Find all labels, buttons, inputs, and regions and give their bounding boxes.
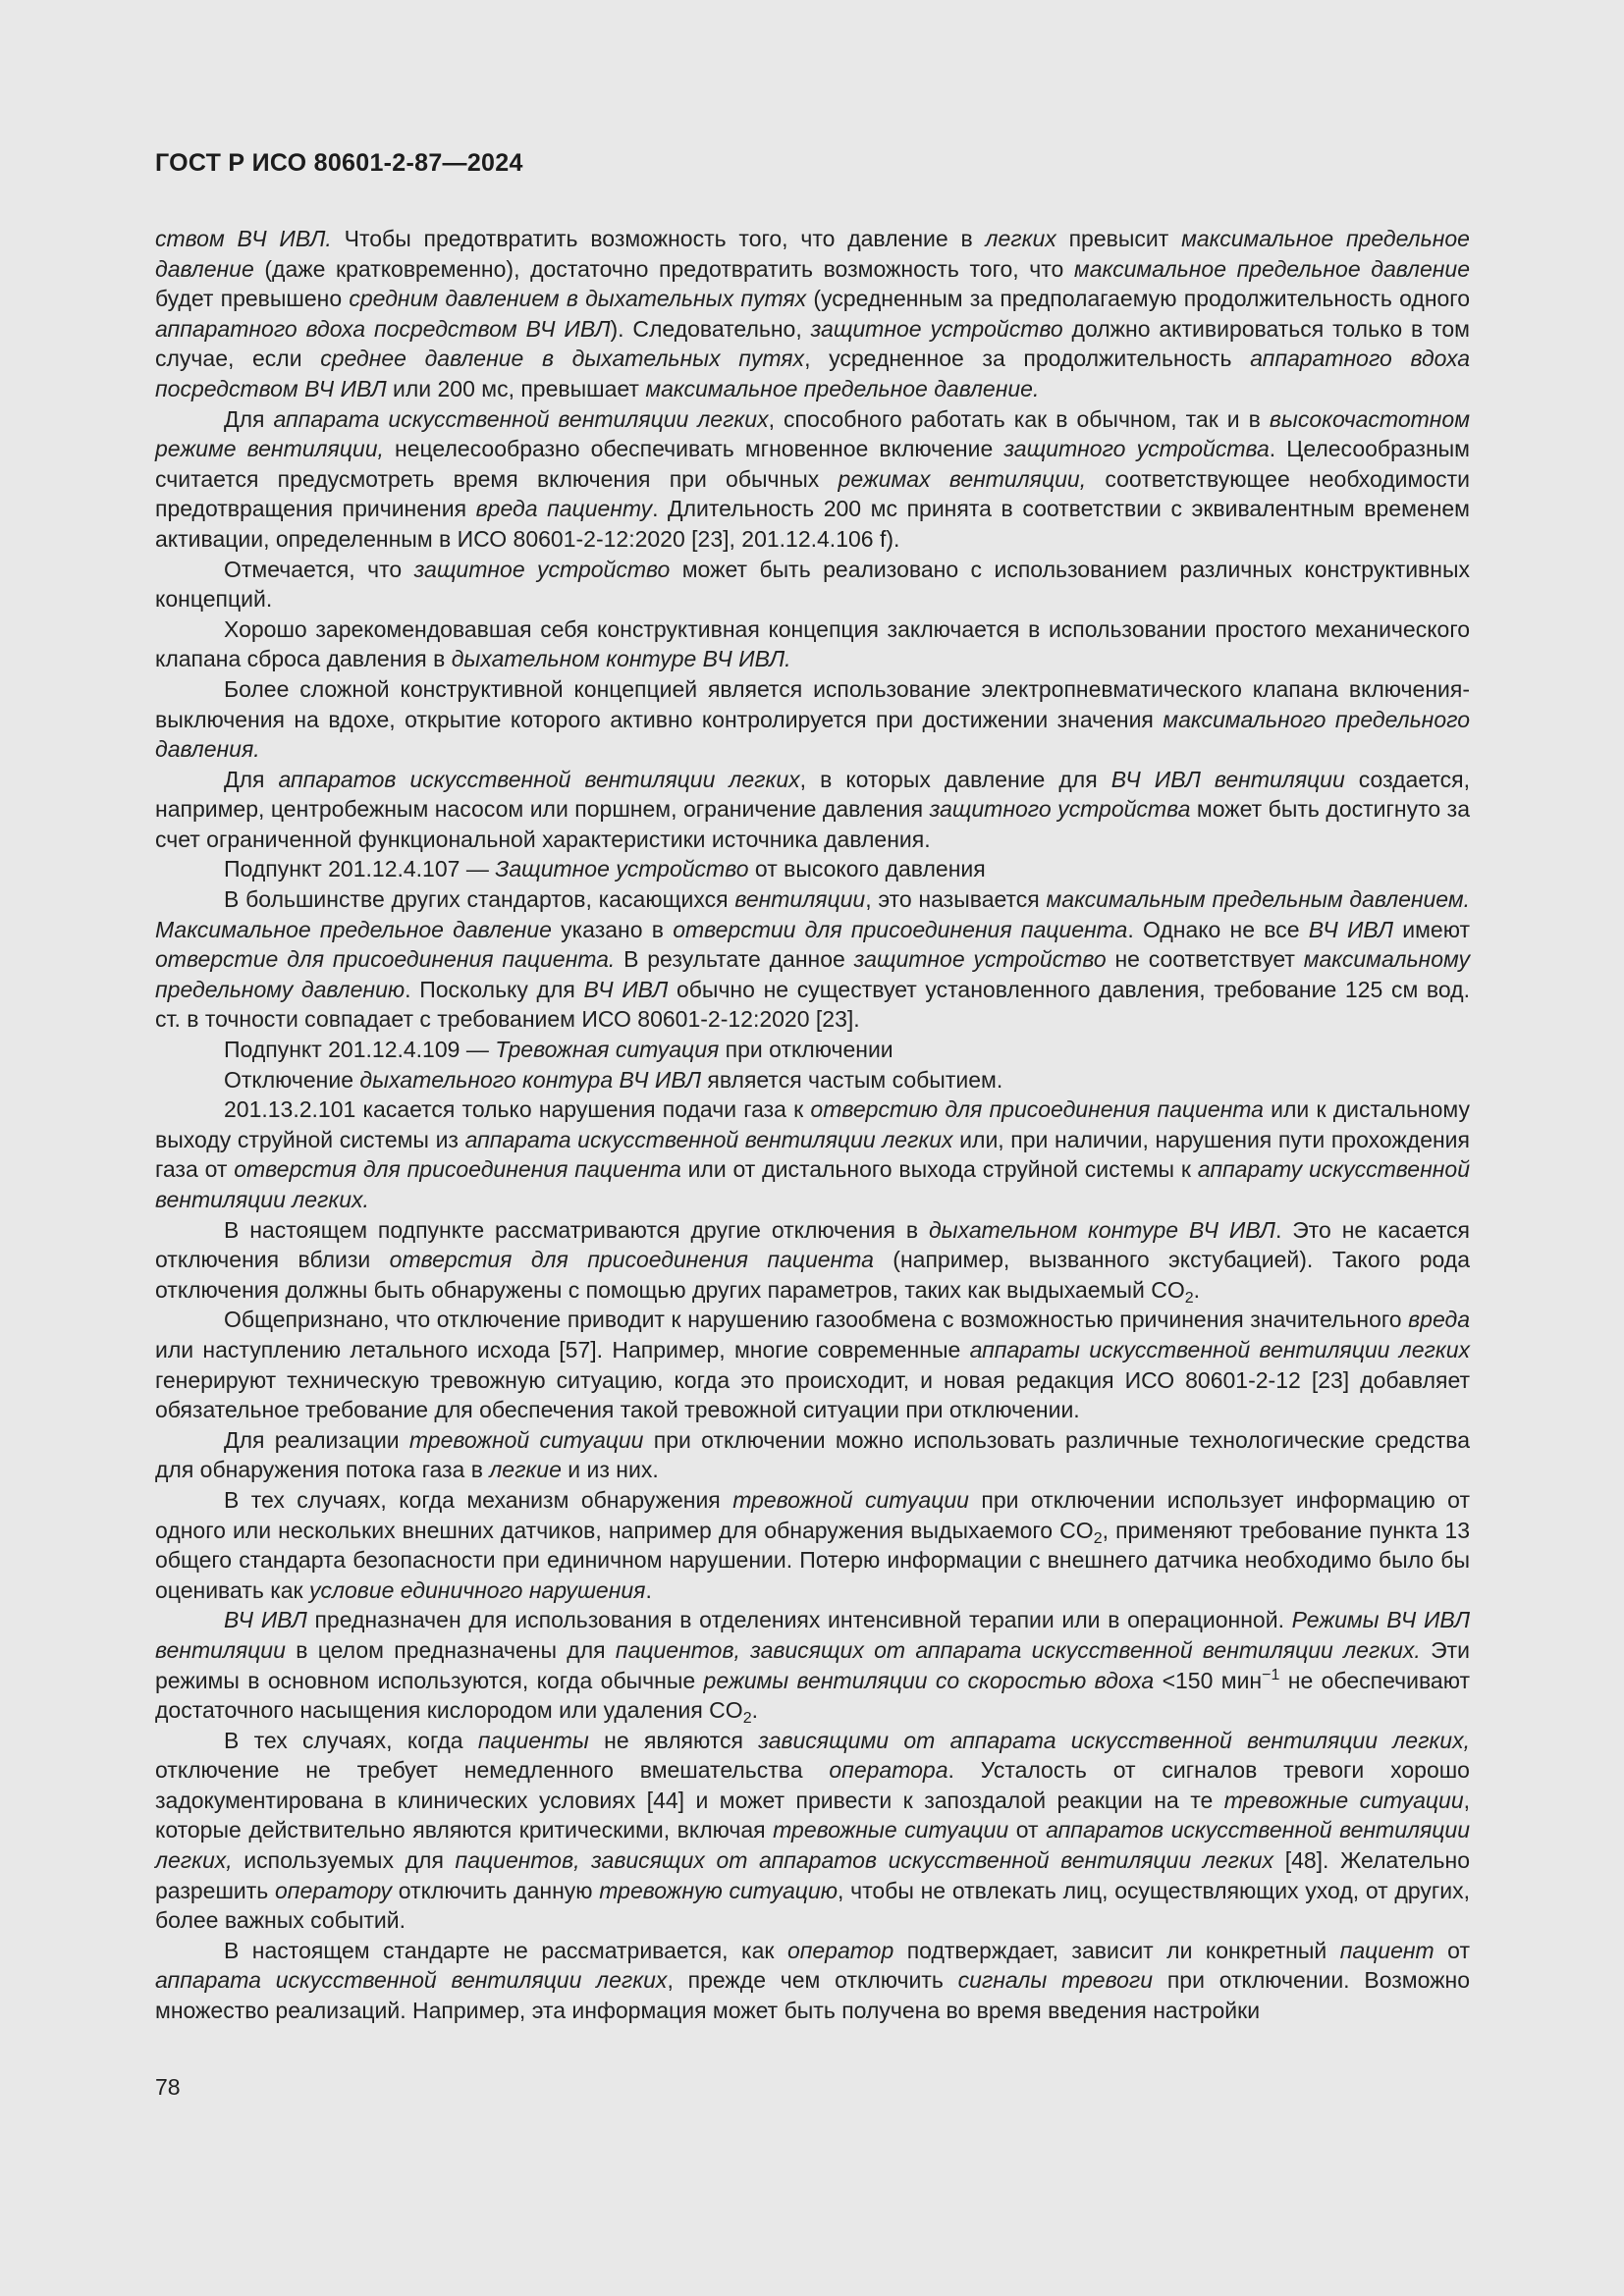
document-header: ГОСТ Р ИСО 80601-2-87—2024: [155, 149, 523, 177]
paragraph: В большинстве других стандартов, касающихся вентиляции, это называется максимальным предельным давлением. Максимальное предельное давление указано в отверстии для присоединения пациента. Однако не все ВЧ ИВЛ имеют отверстие для присоединения пациента. В результате данное защитное устройство не соответствует максимальному предельному давлению. Поскольку для ВЧ ИВЛ обычно не существует установленного давления, требование 125 см вод. ст. в точности совпадает с требованием ИСО 80601-2-12:2020 [23].: [155, 886, 1471, 1033]
paragraph: ВЧ ИВЛ предназначен для использования в отделениях интенсивной терапии или в операционной. Режимы ВЧ ИВЛ вентиляции в целом предназначены для пациентов, зависящих от аппарата искусственной вентиляции легких. Эти режимы в основном используются, когда обычные режимы вентиляции со скоростью вдоха <150 мин$^{-1}$ не обеспечивают достаточного насыщения кислородом или удаления $CO_2$.: [155, 1607, 1470, 1728]
page-number: 78: [155, 2074, 181, 2100]
paragraph: Для реализации тревожной ситуации при отключении можно использовать различные технологические средства для обнаружения потока газа в легкие и из них.: [155, 1426, 1470, 1483]
paragraph: Для аппаратов искусственной вентиляции легких, в которых давление для ВЧ ИВЛ вентиляции создается, например, центробежным насосом или поршнем, ограничение давления защитного устройства может быть достигнуто за счет ограниченной функциональной характеристики источника давления.: [155, 766, 1470, 852]
paragraph: 201.13.2.101 касается только нарушения подачи газа к отверстию для присоединения пациента или к дистальному выходу струйной системы из аппарата искусственной вентиляции легких или, при наличии, нарушения пути прохождения газа от отверстия для присоединения пациента или от дистального выхода струйной системы к аппарату искусственной вентиляции легких.: [155, 1096, 1471, 1212]
paragraph: В настоящем подпункте рассматриваются другие отключения в дыхательном контуре ВЧ ИВЛ. Это не касается отключения вблизи отверстия для присоединения пациента (например, вызванного экстубацией). Такого рода отключения должны быть обнаружены с помощью других параметров, таких как выдыхаемый $CO_2$.: [155, 1216, 1471, 1307]
paragraph: Отмечается, что защитное устройство может быть реализовано с использованием различных конструктивных концепций.: [155, 556, 1470, 613]
paragraph: Общепризнано, что отключение приводит к нарушению газообмена с возможностью причинения значительного вреда или наступлению летального исхода [57]. Например, многие современные аппараты искусственной вентиляции легких генерируют техническую тревожную ситуацию, когда это происходит, и новая редакция ИСО 80601-2-12 [23] добавляет обязательное требование для обеспечения такой тревожной ситуации при отключении.: [155, 1307, 1470, 1423]
paragraph: ством ВЧ ИВЛ. Чтобы предотвратить возможность того, что давление в легких превысит максимальное предельное давление (даже кратковременно), достаточно предотвратить возможность того, что максимальное предельное давление будет превышено средним давлением в дыхательных путях (усредненным за предполагаемую продолжительность одного аппаратного вдоха посредством ВЧ ИВЛ). Следовательно, защитное устройство должно активироваться только в том случае, если среднее давление в дыхательных путях, усредненное за продолжительность аппаратного вдоха посредством ВЧ ИВЛ или 200 мс, превышает максимальное предельное давление.: [155, 226, 1470, 401]
paragraph: Подпункт 201.12.4.107 — Защитное устройство от высокого давления: [224, 856, 986, 882]
document-body: [155, 224, 1470, 2026]
paragraph: Отключение дыхательного контура ВЧ ИВЛ является частым событием.: [224, 1066, 1003, 1093]
paragraph: В настоящем стандарте не рассматривается, как оператор подтверждает, зависит ли конкретный пациент от аппарата искусственной вентиляции легких, прежде чем отключить сигналы тревоги при отключении. Возможно множество реализаций. Например, эта информация может быть получена во время введения настройки: [155, 1937, 1471, 2024]
paragraph: Подпункт 201.12.4.109 — Тревожная ситуация при отключении: [224, 1037, 893, 1063]
paragraph: В тех случаях, когда пациенты не являются зависящими от аппарата искусственной вентиляции легких, отключение не требует немедленного вмешательства оператора. Усталость от сигналов тревоги хорошо задокументирована в клинических условиях [44] и может привести к запоздалой реакции на те тревожные ситуации, которые действительно являются критическими, включая тревожные ситуации от аппаратов искусственной вентиляции легких, используемых для пациентов, зависящих от аппаратов искусственной вентиляции легких [48]. Желательно разрешить оператору отключить данную тревожную ситуацию, чтобы не отвлекать лиц, осуществляющих уход, от других, более важных событий.: [155, 1727, 1471, 1934]
paragraph: В тех случаях, когда механизм обнаружения тревожной ситуации при отключении использует информацию от одного или нескольких внешних датчиков, например для обнаружения выдыхаемого $CO_2$, применяют требование пункта 13 общего стандарта безопасности при единичном нарушении. Потерю информации с внешнего датчика необходимо было бы оценивать как условие единичного нарушения.: [155, 1486, 1471, 1603]
paragraph: Для аппарата искусственной вентиляции легких, способного работать как в обычном, так и в высокочастотном режиме вентиляции, нецелесообразно обеспечивать мгновенное включение защитного устройства. Целесообразным считается предусмотреть время включения при обычных режимах вентиляции, соответствующее необходимости предотвращения причинения вреда пациенту. Длительность 200 мс принята в соответствии с эквивалентным временем активации, определенным в ИСО 80601-2-12:2020 [23], 201.12.4.106 f).: [155, 405, 1471, 552]
paragraph: Более сложной конструктивной концепцией является использование электропневматического клапана включения-выключения на вдохе, открытие которого активно контролируется при достижении значения максимального предельного давления.: [155, 675, 1470, 763]
paragraph: Хорошо зарекомендовавшая себя конструктивная концепция заключается в использовании простого механического клапана сброса давления в дыхательном контуре ВЧ ИВЛ.: [155, 615, 1470, 672]
